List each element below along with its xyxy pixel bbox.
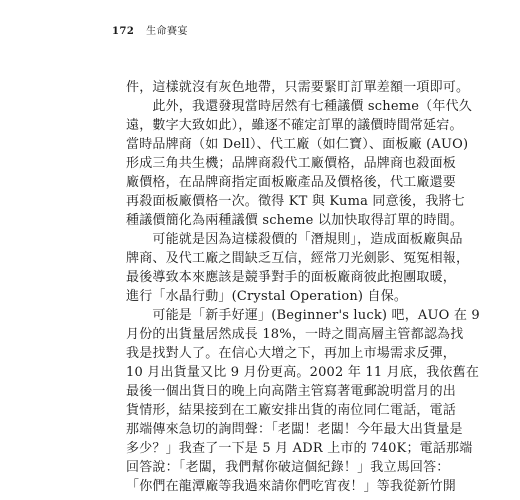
text-line: 廠價格，在品牌商指定面板廠產品及價格後，代工廠還要 (126, 175, 457, 190)
text-line: 月份的出貨量居然成長 18%，一時之間高層主管都認為找 (126, 327, 464, 342)
running-header (112, 22, 188, 37)
text-line: 10 月出貨量又比 9 月份更高。2002 年 11 月底，我依舊在 (126, 365, 480, 380)
text-line: 形成三角共生機；品牌商殺代工廠價格，品牌商也殺面板 (126, 156, 457, 171)
text-line: 「你們在龍潭廠等我過來請你們吃宵夜！」等我從新竹開 (126, 479, 457, 494)
text-line: 多少？」我查了一下是 5 月 ADR 上市的 740K；電話那端 (126, 441, 473, 456)
text-line: 遠，數字大致如此），雖逐不確定訂單的議價時間常延宕。 (126, 118, 463, 133)
body-text (126, 78, 480, 496)
text-line: 此外，我還發現當時居然有七種議價 scheme（年代久 (126, 99, 472, 114)
text-line: 再殺面板廠價格一次。徵得 KT 與 Kuma 同意後，我將七 (126, 194, 465, 209)
text-line: 種議價簡化為兩種議價 scheme 以加快取得訂單的時間。 (126, 213, 464, 228)
text-line: 貨情形，結果接到在工廠安排出貨的南位同仁電話，電話 (126, 403, 457, 418)
page-number: 172 (112, 26, 135, 37)
text-line: 我是找對人了。在信心大增之下，再加上市場需求反彈， (126, 346, 457, 361)
text-line: 件，這樣就沒有灰色地帶，只需要緊盯訂單差額一項即可。 (126, 80, 470, 95)
text-line: 那端傳來急切的詢問聲：「老闆！老闆！今年最大出貨量是 (126, 422, 463, 437)
text-line: 牌商、及代工廠之間缺乏互信，經常刀光劍影、冤冤相報， (126, 251, 470, 266)
text-line: 當時品牌商（如 Dell）、代工廠（如仁寶）、面板廠 (AUO) (126, 137, 469, 152)
text-line: 最後導致本來應該是競爭對手的面板廠商彼此抱團取暖， (126, 270, 457, 285)
text-line: 回答說：「老闆，我們幫你破這個紀錄！」我立馬回答： (126, 460, 450, 475)
text-line: 最後一個出貨日的晚上向高階主管寫著電郵說明當月的出 (126, 384, 457, 399)
text-line: 進行「水晶行動」(Crystal Operation) 自保。 (126, 289, 408, 304)
text-line: 可能是「新手好運」(Beginner's luck) 吧，AUO 在 9 (126, 308, 480, 323)
text-line: 可能就是因為這樣殺價的「潛規則」，造成面板廠與品 (126, 232, 463, 247)
book-title: 生命賽宴 (146, 26, 189, 37)
